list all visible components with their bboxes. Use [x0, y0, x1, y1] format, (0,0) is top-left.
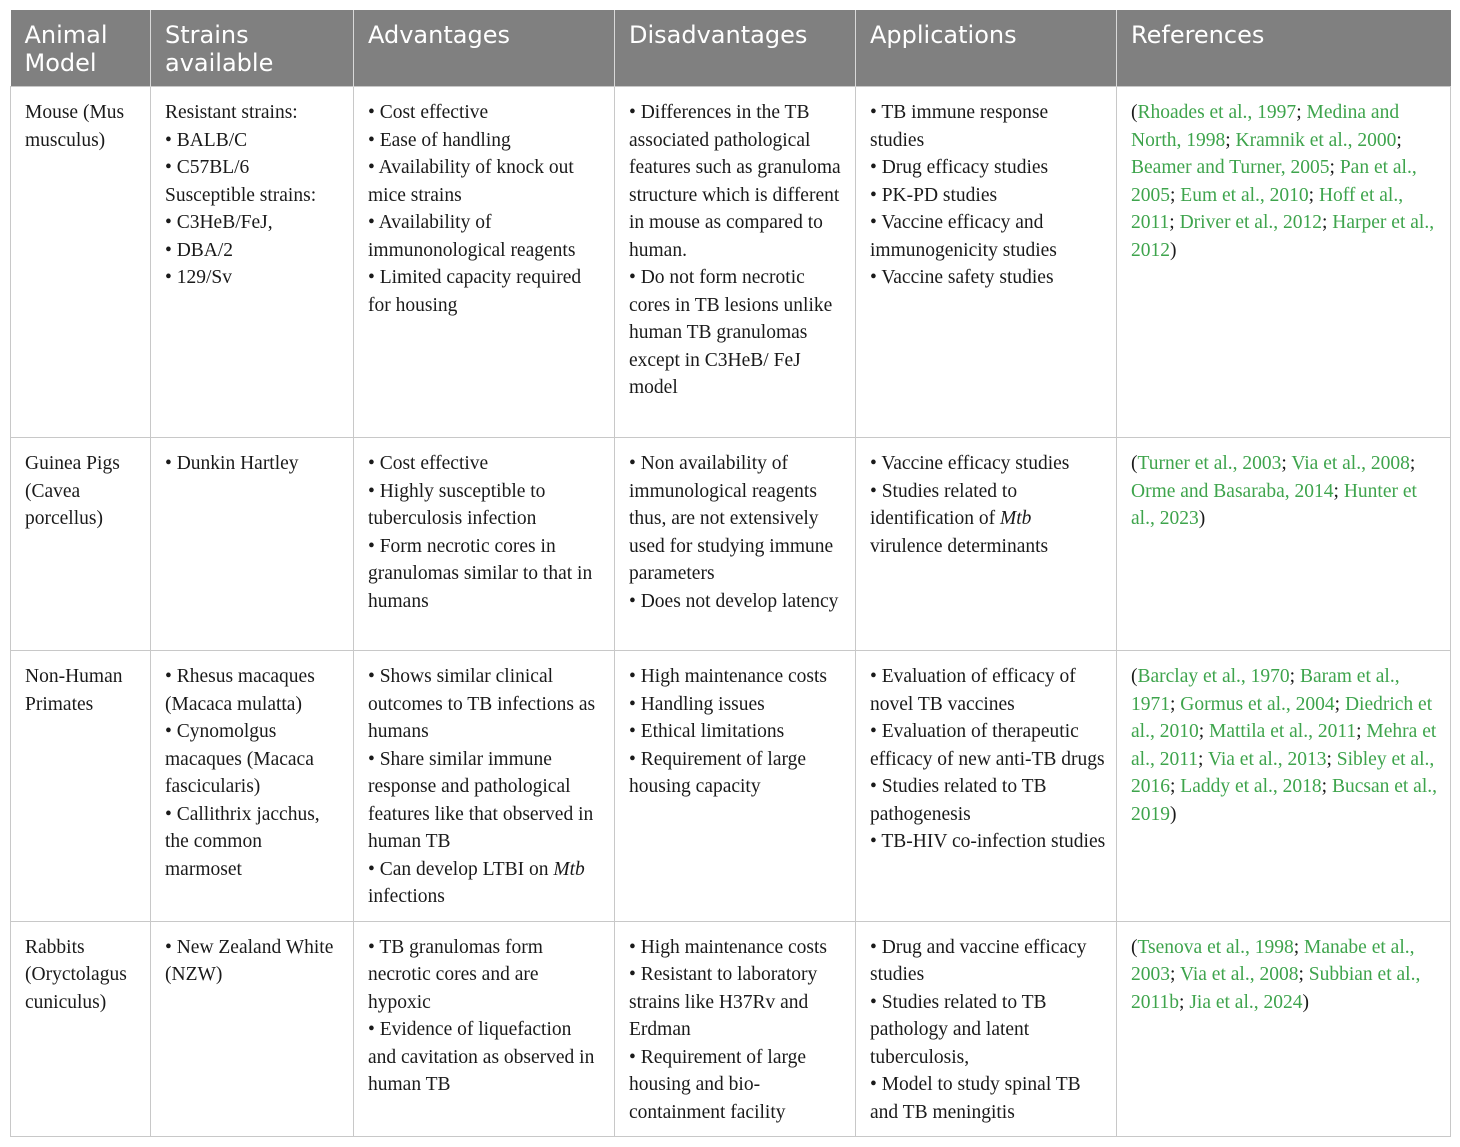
disadvantage-item: • Requirement of large housing and bio-containment facility	[629, 1046, 807, 1123]
strain-item: • 129/Sv	[165, 267, 232, 288]
cell-disadvantages	[615, 87, 856, 438]
table-row	[11, 921, 1451, 1137]
strain-item: • New Zealand White (NZW)	[165, 936, 334, 985]
application-item: • Evaluation of efficacy of novel TB vaccines	[870, 666, 1076, 715]
advantage-item: • Can develop LTBI on Mtb infections	[368, 858, 585, 907]
mtb-italic: Mtb	[553, 858, 585, 880]
reference-link[interactable]: Rhoades et al., 1997	[1137, 102, 1297, 123]
application-item: • Drug efficacy studies	[870, 157, 1049, 178]
cell-advantages	[354, 87, 615, 438]
cell-strains	[151, 87, 354, 438]
cell-strains	[151, 651, 354, 922]
cell-references: (Tsenova et al., 1998; Manabe et al., 2003; Via et al., 2008; Subbian et al., 2011b; Jia et al., 2024)	[1117, 921, 1451, 1137]
header-disadvantages: Disadvantages	[615, 10, 856, 87]
cell-disadvantages	[615, 438, 856, 651]
application-item: • Evaluation of therapeutic efficacy of new anti-TB drugs	[870, 721, 1105, 770]
cell-animal-model: Rabbits (Oryctolagus cuniculus)	[11, 921, 151, 1137]
cell-animal-model: Non-Human Primates	[11, 651, 151, 922]
mtb-italic: Mtb	[999, 508, 1032, 529]
strain-item: • Rhesus macaques (Macaca mulatta)	[165, 666, 315, 715]
application-item: • Studies related to TB pathogenesis	[870, 776, 1047, 825]
advantage-item: • Cost effective	[368, 102, 489, 123]
application-item: • Vaccine safety studies	[870, 267, 1054, 288]
reference-link[interactable]: Baram et al., 1971	[1131, 666, 1400, 715]
reference-link[interactable]: Diedrich et al., 2010	[1131, 693, 1433, 742]
cell-disadvantages	[615, 651, 856, 922]
advantage-item: • Availability of immunonological reagents	[368, 212, 576, 261]
application-item: • Studies related to TB pathology and latent tuberculosis,	[870, 991, 1047, 1068]
application-item: • Vaccine efficacy and immunogenicity studies	[870, 212, 1057, 261]
application-item: • Studies related to identification of Mtb virulence determinants	[870, 480, 1049, 557]
reference-link[interactable]: Harper et al., 2012	[1131, 212, 1435, 261]
reference-link[interactable]: Beamer and Turner, 2005	[1131, 157, 1330, 178]
application-item: • TB-HIV co-infection studies	[870, 831, 1106, 852]
reference-link[interactable]: Via et al., 2008	[1291, 453, 1410, 474]
reference-link[interactable]: Manabe et al., 2003	[1131, 936, 1415, 985]
strain-item: • C3HeB/FeJ,	[165, 212, 273, 233]
advantage-item: • Limited capacity required for housing	[368, 267, 582, 316]
cell-applications	[856, 921, 1117, 1137]
table-row	[11, 438, 1451, 651]
advantage-item: • Shows similar clinical outcomes to TB infections as humans	[368, 666, 596, 742]
advantage-item: • TB granulomas form necrotic cores and are hypoxic	[368, 936, 543, 1013]
disadvantage-item: • High maintenance costs	[629, 936, 827, 958]
reference-link[interactable]: Orme and Basaraba, 2014	[1131, 480, 1334, 502]
header-references: References	[1117, 10, 1451, 87]
reference-link[interactable]: Hoff et al., 2011	[1131, 184, 1404, 233]
cell-advantages	[354, 651, 615, 922]
disadvantage-item: • High maintenance costs	[629, 666, 827, 687]
cell-applications	[856, 651, 1117, 922]
disadvantage-item: • Resistant to laboratory strains like H37Rv and Erdman	[629, 964, 818, 1040]
reference-link[interactable]: Barclay et al., 1970	[1137, 666, 1290, 687]
disadvantage-item: • Ethical limitations	[629, 721, 785, 742]
cell-advantages	[354, 438, 615, 651]
cell-animal-model: Mouse (Mus musculus)	[11, 87, 151, 438]
reference-link[interactable]: Eum et al., 2010	[1180, 184, 1309, 206]
advantage-item: • Cost effective	[368, 453, 489, 474]
reference-link[interactable]: Mehra et al., 2011	[1131, 721, 1437, 770]
disadvantage-item: • Do not form necrotic cores in TB lesions unlike human TB granulomas except in C3HeB/ FeJ model	[629, 267, 833, 398]
reference-link[interactable]: Kramnik et al., 2000	[1235, 129, 1397, 151]
strain-item: Resistant strains:	[165, 102, 298, 123]
advantage-item: • Highly susceptible to tuberculosis infection	[368, 480, 546, 529]
reference-link[interactable]: Via et al., 2013	[1207, 748, 1327, 770]
cell-applications	[856, 438, 1117, 651]
header-advantages: Advantages	[354, 10, 615, 87]
application-item: • PK-PD studies	[870, 184, 998, 206]
disadvantage-item: • Non availability of immunological reagents thus, are not extensively used for studying immune parameters	[629, 453, 834, 584]
header-animal-model: Animal Model	[11, 10, 151, 87]
strain-item: Susceptible strains:	[165, 184, 317, 206]
cell-strains	[151, 921, 354, 1137]
cell-references: (Rhoades et al., 1997; Medina and North, 1998; Kramnik et al., 2000; Beamer and Turner, 2005; Pan et al., 2005; Eum et al., 2010; Hoff et al., 2011; Driver et al., 2012; Harper et al., 2012)	[1117, 87, 1451, 438]
strain-item: • C57BL/6	[165, 157, 250, 178]
application-item: • Vaccine efficacy studies	[870, 453, 1070, 474]
reference-link[interactable]: Driver et al., 2012	[1179, 212, 1322, 233]
application-item: • Model to study spinal TB and TB meningitis	[870, 1074, 1081, 1123]
strain-item: • Dunkin Hartley	[165, 453, 299, 474]
advantage-item: • Evidence of liquefaction and cavitation as observed in human TB	[368, 1019, 595, 1095]
advantage-item: • Share similar immune response and pathological features like that observed in human TB	[368, 748, 594, 852]
cell-disadvantages	[615, 921, 856, 1137]
table-container	[10, 10, 1450, 1137]
reference-link[interactable]: Mattila et al., 2011	[1209, 721, 1357, 742]
advantage-item: • Form necrotic cores in granulomas similar to that in humans	[368, 535, 593, 612]
cell-applications	[856, 87, 1117, 438]
reference-link[interactable]: Tsenova et al., 1998	[1137, 936, 1294, 958]
header-strains-available: Strains available	[151, 10, 354, 87]
reference-link[interactable]: Sibley et al., 2016	[1131, 748, 1435, 797]
advantage-item: • Ease of handling	[368, 129, 511, 151]
strain-item: • Callithrix jacchus, the common marmoset	[165, 803, 320, 880]
cell-references: (Barclay et al., 1970; Baram et al., 1971; Gormus et al., 2004; Diedrich et al., 2010; Mattila et al., 2011; Mehra et al., 2011; Via et al., 2013; Sibley et al., 2016; Laddy et al., 2018; Bucsan et al., 2019)	[1117, 651, 1451, 922]
strain-item: • Cynomolgus macaques (Macaca fascicularis)	[165, 721, 314, 797]
advantage-item: • Availability of knock out mice strains	[368, 157, 574, 206]
reference-link[interactable]: Hunter et al., 2023	[1131, 480, 1417, 529]
reference-link[interactable]: Jia et al., 2024	[1189, 991, 1303, 1013]
cell-strains	[151, 438, 354, 651]
disadvantage-item: • Handling issues	[629, 693, 765, 715]
cell-animal-model: Guinea Pigs (Cavea porcellus)	[11, 438, 151, 651]
cell-references: (Turner et al., 2003; Via et al., 2008; Orme and Basaraba, 2014; Hunter et al., 2023)	[1117, 438, 1451, 651]
reference-link[interactable]: Turner et al., 2003	[1137, 453, 1282, 474]
reference-link[interactable]: Gormus et al., 2004	[1180, 693, 1335, 715]
reference-link[interactable]: Pan et al., 2005	[1131, 157, 1417, 206]
reference-link[interactable]: Subbian et al., 2011b	[1131, 964, 1421, 1013]
strain-item: • BALB/C	[165, 129, 248, 151]
reference-link[interactable]: Laddy et al., 2018	[1180, 776, 1322, 797]
header-applications: Applications	[856, 10, 1117, 87]
table-row	[11, 651, 1451, 922]
application-item: • TB immune response studies	[870, 102, 1049, 151]
disadvantage-item: • Differences in the TB associated pathological features such as granuloma structure which is different in mouse as compared to human.	[629, 102, 841, 261]
reference-link[interactable]: Via et al., 2008	[1179, 964, 1299, 985]
disadvantage-item: • Does not develop latency	[629, 590, 839, 612]
disadvantage-item: • Requirement of large housing capacity	[629, 748, 807, 797]
reference-link[interactable]: Bucsan et al., 2019	[1131, 776, 1437, 825]
table-row	[11, 87, 1451, 438]
header-row	[11, 10, 1451, 87]
application-item: • Drug and vaccine efficacy studies	[870, 936, 1087, 985]
cell-advantages	[354, 921, 615, 1137]
strain-item: • DBA/2	[165, 239, 234, 261]
animal-models-table	[10, 10, 1451, 1137]
reference-link[interactable]: Medina and North, 1998	[1131, 102, 1400, 151]
